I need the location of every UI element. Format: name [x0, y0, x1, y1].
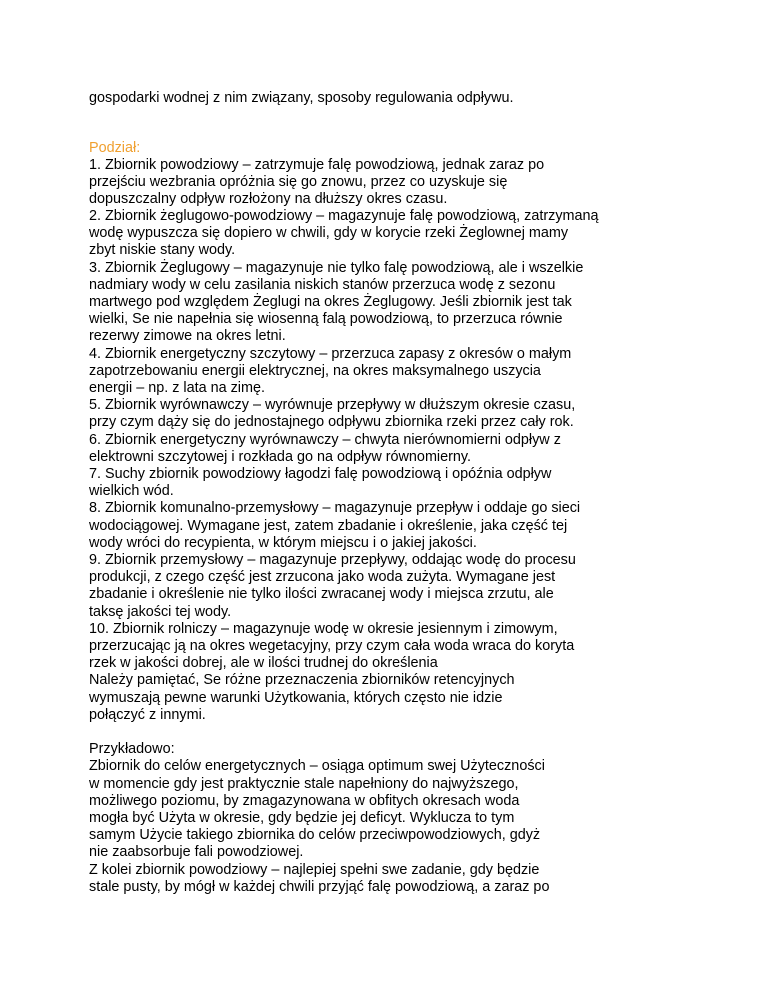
text-line: 3. Zbiornik Żeglugowy – magazynuje nie tylko falę powodziową, ale i wszelkie [89, 260, 584, 276]
text-line: wodociągowej. Wymagane jest, zatem zbadanie i określenie, jaka część tej [89, 518, 568, 534]
text-line: przejściu wezbrania opróżnia się go znowu, przez co uzyskuje się [89, 174, 508, 190]
text-line: Należy pamiętać, Se różne przeznaczenia zbiorników retencyjnych [89, 672, 515, 688]
text-line: taksę jakości tej wody. [89, 604, 232, 620]
text-line: elektrowni szczytowej i rozkłada go na odpływ równomierny. [89, 449, 472, 465]
text-line: mogła być Użyta w okresie, gdy będzie jej deficyt. Wyklucza to tym [89, 810, 515, 826]
text-line: nadmiary wody w celu zasilania niskich stanów przerzuca wodę z sezonu [89, 277, 556, 293]
text-line: energii – np. z lata na zimę. [89, 380, 265, 396]
text-line: wielkich wód. [89, 483, 174, 499]
text-line: zbadanie i określenie nie tylko ilości zwracanej wody i miejsca zrzutu, ale [89, 586, 554, 602]
text-line: wielki, Se nie napełnia się wiosenną falą powodziową, to przerzuca równie [89, 311, 563, 327]
text-line: wodę wypuszcza się dopiero w chwili, gdy w korycie rzeki Żeglownej mamy [89, 225, 569, 241]
text-line: nie zaabsorbuje fali powodziowej. [89, 844, 304, 860]
text-line: 1. Zbiornik powodziowy – zatrzymuje falę powodziową, jednak zaraz po [89, 157, 545, 173]
text-line: produkcji, z czego część jest zrzucona jako woda zużyta. Wymagane jest [89, 569, 556, 585]
text-line: 5. Zbiornik wyrównawczy – wyrównuje przepływy w dłuższym okresie czasu, [89, 397, 576, 413]
text-line: zapotrzebowaniu energii elektrycznej, na okres maksymalnego uszycia [89, 363, 541, 379]
text-line: 8. Zbiornik komunalno-przemysłowy – magazynuje przepływ i oddaje go sieci [89, 500, 581, 516]
intro-text: gospodarki wodnej z nim związany, sposoby regulowania odpływu. [89, 90, 514, 106]
text-line: zbyt niskie stany wody. [89, 242, 236, 258]
text-line: Zbiornik do celów energetycznych – osiąga optimum swej Użyteczności [89, 758, 545, 774]
text-line: 2. Zbiornik żeglugowo-powodziowy – magazynuje falę powodziową, zatrzymaną [89, 208, 599, 224]
text-line: przerzucając ją na okres wegetacyjny, przy czym cała woda wraca do koryta [89, 638, 575, 654]
text-line: 9. Zbiornik przemysłowy – magazynuje przepływy, oddając wodę do procesu [89, 552, 576, 568]
text-line: możliwego poziomu, by zmagazynowana w obfitych okresach woda [89, 793, 520, 809]
text-line: 4. Zbiornik energetyczny szczytowy – przerzuca zapasy z okresów o małym [89, 346, 572, 362]
text-line: Z kolei zbiornik powodziowy – najlepiej spełni swe zadanie, gdy będzie [89, 862, 540, 878]
text-line: dopuszczalny odpływ rozłożony na dłuższy okres czasu. [89, 191, 448, 207]
section-heading-examples: Przykładowo: [89, 741, 175, 757]
text-line: w momencie gdy jest praktycznie stale napełniony do najwyższego, [89, 776, 519, 792]
text-line: rezerwy zimowe na okres letni. [89, 328, 286, 344]
text-line: wymuszają pewne warunki Użytkowania, których często nie idzie [89, 690, 503, 706]
text-line: 7. Suchy zbiornik powodziowy łagodzi falę powodziową i opóźnia odpływ [89, 466, 552, 482]
text-line: stale pusty, by mógł w każdej chwili przyjąć falę powodziową, a zaraz po [89, 879, 550, 895]
text-line: 10. Zbiornik rolniczy – magazynuje wodę w okresie jesiennym i zimowym, [89, 621, 558, 637]
text-line: samym Użycie takiego zbiornika do celów przeciwpowodziowych, gdyż [89, 827, 541, 843]
text-line: przy czym dąży się do jednostajnego odpływu zbiornika rzeki przez cały rok. [89, 414, 574, 430]
text-line: 6. Zbiornik energetyczny wyrównawczy – chwyta nierównomierni odpływ z [89, 432, 561, 448]
text-line: martwego pod względem Żeglugi na okres Żeglugowy. Jeśli zbiornik jest tak [89, 294, 572, 310]
text-line: wody wróci do recypienta, w którym miejscu i o jakiej jakości. [89, 535, 477, 551]
section-heading-division: Podział: [89, 140, 141, 156]
text-line: rzek w jakości dobrej, ale w ilości trudnej do określenia [89, 655, 438, 671]
text-line: połączyć z innymi. [89, 707, 206, 723]
